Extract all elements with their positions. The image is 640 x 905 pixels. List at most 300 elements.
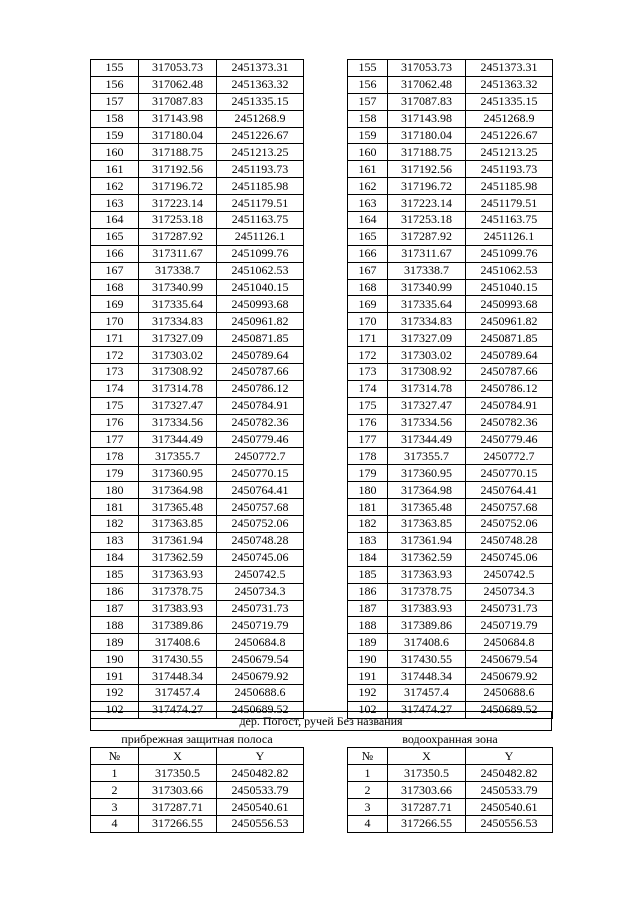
coord-y: 2450684.8 xyxy=(466,634,553,651)
coord-x: 317192.56 xyxy=(139,161,217,178)
column-header-x: X xyxy=(139,748,217,765)
point-number: 1 xyxy=(348,765,388,782)
table-row xyxy=(91,600,304,617)
table-row xyxy=(348,499,553,516)
point-number: 166 xyxy=(91,245,139,262)
coord-y: 2450789.64 xyxy=(466,347,553,364)
table-row xyxy=(348,364,553,381)
coord-x: 317363.85 xyxy=(388,516,466,533)
point-number: 183 xyxy=(348,532,388,549)
coord-y: 2450748.28 xyxy=(466,532,553,549)
coord-y: 2450482.82 xyxy=(466,765,553,782)
table-row xyxy=(91,397,304,414)
table-row xyxy=(91,549,304,566)
point-number: 165 xyxy=(91,228,139,245)
point-number: 181 xyxy=(91,499,139,516)
coord-x: 317287.71 xyxy=(139,799,217,816)
point-number: 189 xyxy=(348,634,388,651)
table-row xyxy=(348,245,553,262)
coord-y: 2450784.91 xyxy=(466,397,553,414)
coord-y: 2450772.7 xyxy=(466,448,553,465)
coord-y: 2450556.53 xyxy=(217,815,304,832)
table-row xyxy=(348,397,553,414)
coord-y: 2451185.98 xyxy=(217,178,304,195)
coord-y: 2450772.7 xyxy=(217,448,304,465)
table-row xyxy=(348,144,553,161)
coord-x: 317287.92 xyxy=(388,228,466,245)
coordinates-table-right xyxy=(347,59,553,719)
table-row xyxy=(348,330,553,347)
coord-y: 2450745.06 xyxy=(217,549,304,566)
table-row xyxy=(91,499,304,516)
table-row xyxy=(348,178,553,195)
coord-x: 317327.09 xyxy=(388,330,466,347)
table-row xyxy=(348,482,553,499)
table-row xyxy=(91,76,304,93)
table-row xyxy=(348,799,553,816)
coord-x: 317360.95 xyxy=(388,465,466,482)
coord-x: 317378.75 xyxy=(139,583,217,600)
coord-x: 317365.48 xyxy=(388,499,466,516)
coord-y: 2450679.54 xyxy=(466,651,553,668)
coord-y: 2451335.15 xyxy=(217,93,304,110)
point-number: 164 xyxy=(348,212,388,229)
coord-y: 2450679.54 xyxy=(217,651,304,668)
water-protection-table xyxy=(347,731,553,833)
table-row xyxy=(91,228,304,245)
table-row xyxy=(91,110,304,127)
table-row xyxy=(91,516,304,533)
point-number: 180 xyxy=(348,482,388,499)
coord-x: 317188.75 xyxy=(388,144,466,161)
coord-x: 317383.93 xyxy=(139,600,217,617)
table-row xyxy=(91,161,304,178)
coord-y: 2450757.68 xyxy=(217,499,304,516)
point-number: 165 xyxy=(348,228,388,245)
coord-x: 317253.18 xyxy=(139,212,217,229)
coordinates-table-left xyxy=(90,59,304,719)
coord-x: 317430.55 xyxy=(388,651,466,668)
coord-x: 317338.7 xyxy=(139,262,217,279)
point-number: 182 xyxy=(348,516,388,533)
point-number: 168 xyxy=(91,279,139,296)
coord-x: 317223.14 xyxy=(388,195,466,212)
coord-x: 317334.56 xyxy=(388,414,466,431)
coord-y: 2450689.52 xyxy=(217,701,304,718)
table-row xyxy=(91,313,304,330)
coord-y: 2451062.53 xyxy=(466,262,553,279)
coord-x: 317363.93 xyxy=(139,566,217,583)
coord-y: 2450961.82 xyxy=(466,313,553,330)
point-number: 192 xyxy=(348,684,388,701)
coord-y: 2451193.73 xyxy=(217,161,304,178)
point-number: 180 xyxy=(91,482,139,499)
table-row xyxy=(91,364,304,381)
point-number: 177 xyxy=(91,431,139,448)
table-row xyxy=(348,668,553,685)
point-number: 160 xyxy=(91,144,139,161)
coord-x: 317350.5 xyxy=(139,765,217,782)
coord-y: 2451163.75 xyxy=(466,212,553,229)
column-header-num: № xyxy=(91,748,139,765)
table-row xyxy=(348,782,553,799)
table-row xyxy=(348,765,553,782)
point-number: 184 xyxy=(91,549,139,566)
point-number: 163 xyxy=(348,195,388,212)
coord-x: 317266.55 xyxy=(388,815,466,832)
table-row xyxy=(348,431,553,448)
table-row xyxy=(91,482,304,499)
point-number: 191 xyxy=(348,668,388,685)
coord-x: 317355.7 xyxy=(139,448,217,465)
coord-y: 2450689.52 xyxy=(466,701,553,718)
coord-x: 317308.92 xyxy=(388,364,466,381)
coord-x: 317143.98 xyxy=(388,110,466,127)
column-header-y: Y xyxy=(217,748,304,765)
coord-x: 317363.85 xyxy=(139,516,217,533)
coord-y: 2450719.79 xyxy=(217,617,304,634)
point-number: 185 xyxy=(348,566,388,583)
point-number: 4 xyxy=(91,815,139,832)
point-number: 187 xyxy=(348,600,388,617)
coord-x: 317344.49 xyxy=(139,431,217,448)
coord-x: 317303.02 xyxy=(139,347,217,364)
coord-x: 317338.7 xyxy=(388,262,466,279)
shore-protection-table xyxy=(90,731,304,833)
coord-y: 2451040.15 xyxy=(217,279,304,296)
coord-y: 2451126.1 xyxy=(466,228,553,245)
coord-y: 2451373.31 xyxy=(217,60,304,77)
point-number: 178 xyxy=(348,448,388,465)
table-row xyxy=(348,532,553,549)
coord-x: 317365.48 xyxy=(139,499,217,516)
coord-y: 2450782.36 xyxy=(217,414,304,431)
coord-y: 2450748.28 xyxy=(217,532,304,549)
table-row xyxy=(348,93,553,110)
coord-x: 317314.78 xyxy=(139,380,217,397)
point-number: 170 xyxy=(91,313,139,330)
point-number: 167 xyxy=(91,262,139,279)
table-row xyxy=(91,448,304,465)
coord-y: 2451040.15 xyxy=(466,279,553,296)
coord-y: 2450993.68 xyxy=(217,296,304,313)
coord-x: 317360.95 xyxy=(139,465,217,482)
point-number: 186 xyxy=(348,583,388,600)
coord-x: 317192.56 xyxy=(388,161,466,178)
coord-x: 317196.72 xyxy=(388,178,466,195)
table-row xyxy=(91,651,304,668)
coord-x: 317087.83 xyxy=(388,93,466,110)
point-number: 2 xyxy=(348,782,388,799)
point-number: 164 xyxy=(91,212,139,229)
coord-y: 2451099.76 xyxy=(217,245,304,262)
table-row xyxy=(91,684,304,701)
coord-x: 317474.27 xyxy=(388,701,466,718)
point-number: 188 xyxy=(91,617,139,634)
coord-y: 2450540.61 xyxy=(217,799,304,816)
table-row xyxy=(91,60,304,77)
coord-y: 2450787.66 xyxy=(466,364,553,381)
point-number: 157 xyxy=(348,93,388,110)
point-number: 172 xyxy=(348,347,388,364)
point-number: 188 xyxy=(348,617,388,634)
table-row xyxy=(91,815,304,832)
coord-x: 317378.75 xyxy=(388,583,466,600)
coord-x: 317335.64 xyxy=(388,296,466,313)
point-number: 174 xyxy=(91,380,139,397)
coord-y: 2450742.5 xyxy=(217,566,304,583)
coord-x: 317334.56 xyxy=(139,414,217,431)
point-number: 171 xyxy=(91,330,139,347)
coord-x: 317180.04 xyxy=(388,127,466,144)
table-row xyxy=(348,110,553,127)
coord-y: 2450782.36 xyxy=(466,414,553,431)
point-number: 162 xyxy=(91,178,139,195)
point-number: 172 xyxy=(91,347,139,364)
point-number: 183 xyxy=(91,532,139,549)
point-number: 170 xyxy=(348,313,388,330)
coord-x: 317196.72 xyxy=(139,178,217,195)
table-row xyxy=(91,414,304,431)
table-row xyxy=(91,127,304,144)
point-number: 157 xyxy=(91,93,139,110)
coord-y: 2451213.25 xyxy=(217,144,304,161)
coord-y: 2451268.9 xyxy=(217,110,304,127)
coord-x: 317364.98 xyxy=(139,482,217,499)
coord-x: 317355.7 xyxy=(388,448,466,465)
table-row xyxy=(91,634,304,651)
point-number: 175 xyxy=(348,397,388,414)
coord-x: 317087.83 xyxy=(139,93,217,110)
coord-x: 317457.4 xyxy=(139,684,217,701)
point-number: 186 xyxy=(91,583,139,600)
table-row xyxy=(348,414,553,431)
coord-y: 2450784.91 xyxy=(217,397,304,414)
section-title: дер. Погост, ручей Без названия xyxy=(90,711,552,731)
table-row xyxy=(348,516,553,533)
point-number: 166 xyxy=(348,245,388,262)
coord-x: 317143.98 xyxy=(139,110,217,127)
point-number: 2 xyxy=(91,782,139,799)
table-row xyxy=(91,144,304,161)
column-header-y: Y xyxy=(466,748,553,765)
point-number: 169 xyxy=(348,296,388,313)
coord-y: 2451268.9 xyxy=(466,110,553,127)
point-number: 171 xyxy=(348,330,388,347)
coord-y: 2450533.79 xyxy=(466,782,553,799)
coord-y: 2451062.53 xyxy=(217,262,304,279)
table-row xyxy=(91,178,304,195)
coord-x: 317053.73 xyxy=(139,60,217,77)
point-number: 163 xyxy=(91,195,139,212)
coord-x: 317448.34 xyxy=(388,668,466,685)
coord-y: 2451126.1 xyxy=(217,228,304,245)
table-row xyxy=(348,448,553,465)
coord-y: 2450731.73 xyxy=(217,600,304,617)
coord-y: 2451179.51 xyxy=(466,195,553,212)
point-number: 159 xyxy=(348,127,388,144)
table-row xyxy=(348,161,553,178)
point-number: 175 xyxy=(91,397,139,414)
coord-x: 317430.55 xyxy=(139,651,217,668)
coord-x: 317362.59 xyxy=(139,549,217,566)
point-number: 156 xyxy=(91,76,139,93)
coord-y: 2450770.15 xyxy=(466,465,553,482)
coord-y: 2451179.51 xyxy=(217,195,304,212)
table-row xyxy=(91,330,304,347)
coord-y: 2451363.32 xyxy=(466,76,553,93)
point-number: 187 xyxy=(91,600,139,617)
coord-x: 317364.98 xyxy=(388,482,466,499)
table-row xyxy=(348,347,553,364)
coord-x: 317340.99 xyxy=(139,279,217,296)
table-row xyxy=(348,76,553,93)
point-number: 102 xyxy=(348,701,388,718)
coord-x: 317303.66 xyxy=(139,782,217,799)
table-row xyxy=(348,549,553,566)
coord-x: 317223.14 xyxy=(139,195,217,212)
coord-y: 2450752.06 xyxy=(217,516,304,533)
point-number: 182 xyxy=(91,516,139,533)
point-number: 179 xyxy=(348,465,388,482)
table-row xyxy=(348,600,553,617)
coord-y: 2451363.32 xyxy=(217,76,304,93)
coord-x: 317474.27 xyxy=(139,701,217,718)
coord-y: 2450533.79 xyxy=(217,782,304,799)
table-row xyxy=(91,668,304,685)
coord-y: 2450679.92 xyxy=(217,668,304,685)
coord-y: 2451213.25 xyxy=(466,144,553,161)
table-row xyxy=(91,782,304,799)
coord-y: 2451099.76 xyxy=(466,245,553,262)
table-row xyxy=(91,583,304,600)
table-row xyxy=(91,465,304,482)
coord-y: 2451226.67 xyxy=(466,127,553,144)
coord-y: 2450679.92 xyxy=(466,668,553,685)
coord-x: 317311.67 xyxy=(388,245,466,262)
coord-x: 317457.4 xyxy=(388,684,466,701)
point-number: 3 xyxy=(91,799,139,816)
coord-x: 317327.47 xyxy=(388,397,466,414)
coord-y: 2450789.64 xyxy=(217,347,304,364)
table-row xyxy=(91,532,304,549)
coord-y: 2450556.53 xyxy=(466,815,553,832)
point-number: 159 xyxy=(91,127,139,144)
table-row xyxy=(348,212,553,229)
point-number: 189 xyxy=(91,634,139,651)
point-number: 3 xyxy=(348,799,388,816)
point-number: 162 xyxy=(348,178,388,195)
coord-y: 2450540.61 xyxy=(466,799,553,816)
table-row xyxy=(348,279,553,296)
coord-x: 317362.59 xyxy=(388,549,466,566)
point-number: 158 xyxy=(348,110,388,127)
coord-x: 317062.48 xyxy=(388,76,466,93)
table-row xyxy=(348,684,553,701)
table-row xyxy=(91,245,304,262)
coord-y: 2450961.82 xyxy=(217,313,304,330)
coord-y: 2450786.12 xyxy=(466,380,553,397)
table-row xyxy=(348,195,553,212)
coord-y: 2450779.46 xyxy=(466,431,553,448)
coord-x: 317287.71 xyxy=(388,799,466,816)
point-number: 190 xyxy=(348,651,388,668)
coord-x: 317266.55 xyxy=(139,815,217,832)
point-number: 181 xyxy=(348,499,388,516)
coord-y: 2450719.79 xyxy=(466,617,553,634)
point-number: 177 xyxy=(348,431,388,448)
point-number: 173 xyxy=(348,364,388,381)
coord-y: 2450779.46 xyxy=(217,431,304,448)
shore-protection-subtitle: прибрежная защитная полоса xyxy=(91,731,304,748)
point-number: 4 xyxy=(348,815,388,832)
table-row xyxy=(91,566,304,583)
point-number: 161 xyxy=(91,161,139,178)
coord-x: 317389.86 xyxy=(139,617,217,634)
coord-y: 2450764.41 xyxy=(217,482,304,499)
table-row xyxy=(348,313,553,330)
coord-y: 2450786.12 xyxy=(217,380,304,397)
coord-y: 2450742.5 xyxy=(466,566,553,583)
coord-x: 317314.78 xyxy=(388,380,466,397)
table-row xyxy=(348,262,553,279)
coord-x: 317180.04 xyxy=(139,127,217,144)
point-number: 184 xyxy=(348,549,388,566)
column-header-x: X xyxy=(388,748,466,765)
point-number: 169 xyxy=(91,296,139,313)
coord-x: 317340.99 xyxy=(388,279,466,296)
coord-x: 317350.5 xyxy=(388,765,466,782)
coord-x: 317334.83 xyxy=(139,313,217,330)
point-number: 185 xyxy=(91,566,139,583)
coord-x: 317408.6 xyxy=(388,634,466,651)
table-row xyxy=(91,431,304,448)
coord-x: 317363.93 xyxy=(388,566,466,583)
table-row xyxy=(348,380,553,397)
coord-y: 2451163.75 xyxy=(217,212,304,229)
table-row xyxy=(348,583,553,600)
point-number: 161 xyxy=(348,161,388,178)
table-row xyxy=(348,815,553,832)
coord-y: 2450688.6 xyxy=(217,684,304,701)
table-row xyxy=(91,262,304,279)
coord-y: 2450764.41 xyxy=(466,482,553,499)
table-row xyxy=(348,617,553,634)
coord-y: 2450734.3 xyxy=(466,583,553,600)
coord-x: 317303.02 xyxy=(388,347,466,364)
point-number: 168 xyxy=(348,279,388,296)
table-row xyxy=(91,617,304,634)
point-number: 173 xyxy=(91,364,139,381)
table-row xyxy=(348,228,553,245)
coord-y: 2450482.82 xyxy=(217,765,304,782)
coord-x: 317335.64 xyxy=(139,296,217,313)
coord-x: 317448.34 xyxy=(139,668,217,685)
coord-y: 2451335.15 xyxy=(466,93,553,110)
point-number: 174 xyxy=(348,380,388,397)
table-row xyxy=(348,634,553,651)
coord-x: 317287.92 xyxy=(139,228,217,245)
coord-y: 2450787.66 xyxy=(217,364,304,381)
coord-x: 317408.6 xyxy=(139,634,217,651)
table-row xyxy=(91,93,304,110)
table-row xyxy=(91,279,304,296)
table-row xyxy=(348,465,553,482)
table-row xyxy=(91,296,304,313)
point-number: 179 xyxy=(91,465,139,482)
coord-x: 317253.18 xyxy=(388,212,466,229)
coord-y: 2450731.73 xyxy=(466,600,553,617)
